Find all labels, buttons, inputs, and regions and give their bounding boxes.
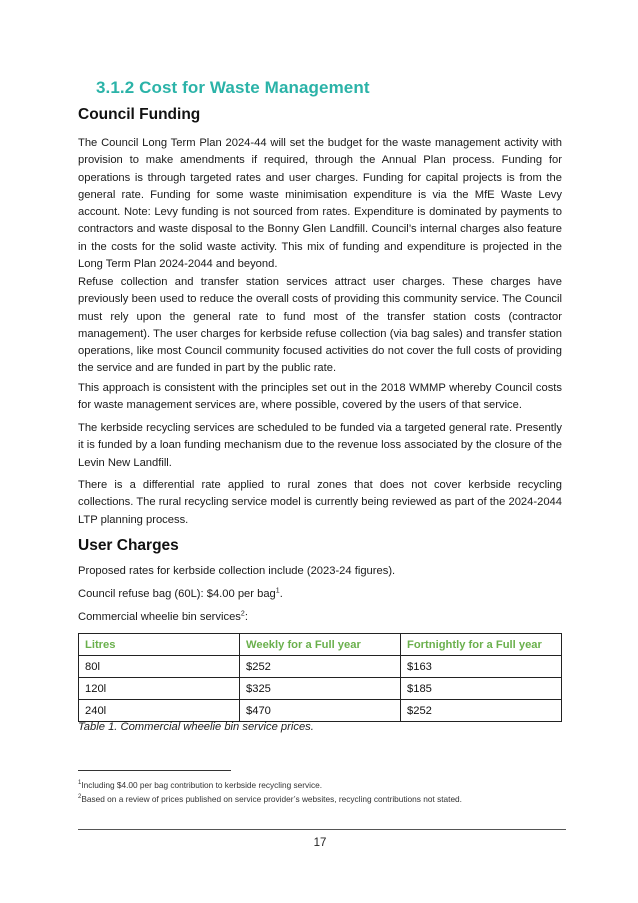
table-cell: 240l	[79, 700, 240, 722]
table-cell: $252	[401, 700, 562, 722]
refuse-bag-text: Council refuse bag (60L): $4.00 per bag	[78, 588, 276, 600]
footnote	[78, 794, 462, 804]
table-cell: $252	[240, 656, 401, 678]
footnote-ref[interactable]: 1	[275, 587, 280, 595]
paragraph: The kerbside recycling services are scheduled to be funded via a targeted general rate. Presently it is funded by a loan funding mechanism due to the revenue loss associated by the closure of the Levin New Landfill.	[78, 422, 562, 469]
table-cell: 120l	[79, 678, 240, 700]
paragraph: This approach is consistent with the principles set out in the 2018 WMMP whereby Council costs for waste management services are, where possible, covered by the users of that service.	[78, 382, 562, 412]
wheelie-bin-price-table	[78, 633, 562, 722]
user-charges-heading: User Charges	[78, 537, 179, 554]
footnote-text: Including $4.00 per bag contribution to kerbside recycling service.	[81, 780, 323, 790]
council-funding-heading: Council Funding	[78, 106, 201, 123]
table-cell: $325	[240, 678, 401, 700]
paragraph: Refuse collection and transfer station services attract user charges. These charges have previously been used to reduce the overall costs of providing this community service. The Council must rely upon the general rate to fund most of the transfer station costs (contractor management). The user charges for kerbside refuse collection (via bag sales) and transfer station operations, like most Council community focused activities do not cover the full costs of providing the service and are funded in part by the public rate.	[78, 276, 562, 375]
paragraph: There is a differential rate applied to rural zones that does not cover kerbside recycling collections. The rural recycling service model is currently being reviewed as part of the 2024-2044 LTP planning process.	[78, 479, 562, 526]
table-row	[79, 678, 562, 700]
footnote-number: 2	[78, 794, 82, 801]
table-cell: $470	[240, 700, 401, 722]
section-title: 3.1.2 Cost for Waste Management	[96, 78, 370, 97]
table-caption: Table 1. Commercial wheelie bin service prices.	[78, 721, 314, 733]
punctuation: :	[244, 611, 248, 623]
column-header-fortnightly: Fortnightly for a Full year	[401, 634, 562, 656]
footnote-text: Based on a review of prices published on service provider’s websites, recycling contributions not stated.	[81, 794, 462, 804]
wheelie-bin-line	[78, 609, 562, 626]
column-header-weekly: Weekly for a Full year	[240, 634, 401, 656]
footer-divider	[78, 829, 566, 830]
table-cell: $163	[401, 656, 562, 678]
table-header-row	[79, 634, 562, 656]
punctuation: .	[279, 588, 283, 600]
wheelie-bin-text: Commercial wheelie bin services	[78, 611, 241, 623]
table-cell: 80l	[79, 656, 240, 678]
table-cell: $185	[401, 678, 562, 700]
page-number: 17	[313, 837, 327, 849]
paragraph: The Council Long Term Plan 2024-44 will set the budget for the waste management activity with provision to make amendments if required, through the Annual Plan process. Funding for operations is through targeted rates and user charges. Funding for capital projects is from the general rate. Funding for some waste minimisation expenditure is via the MfE Waste Levy account. Note: Levy funding is not sourced from rates. Expenditure is dominated by payments to contractors and waste disposal to the Bonny Glen Landfill. Council’s internal charges also feature in the costs for the solid waste activity. This mix of funding and expenditure is projected in the Long Term Plan 2024-2044 and beyond.	[78, 137, 562, 271]
table-row	[79, 700, 562, 722]
footnote-number: 1	[78, 780, 82, 787]
footnote	[78, 780, 322, 790]
footnote-ref[interactable]: 2	[240, 610, 245, 618]
footnote-divider	[78, 770, 231, 771]
table-row	[79, 656, 562, 678]
column-header-litres: Litres	[79, 634, 240, 656]
refuse-bag-line	[78, 586, 562, 603]
user-charges-intro: Proposed rates for kerbside collection include (2023-24 figures).	[78, 565, 396, 577]
